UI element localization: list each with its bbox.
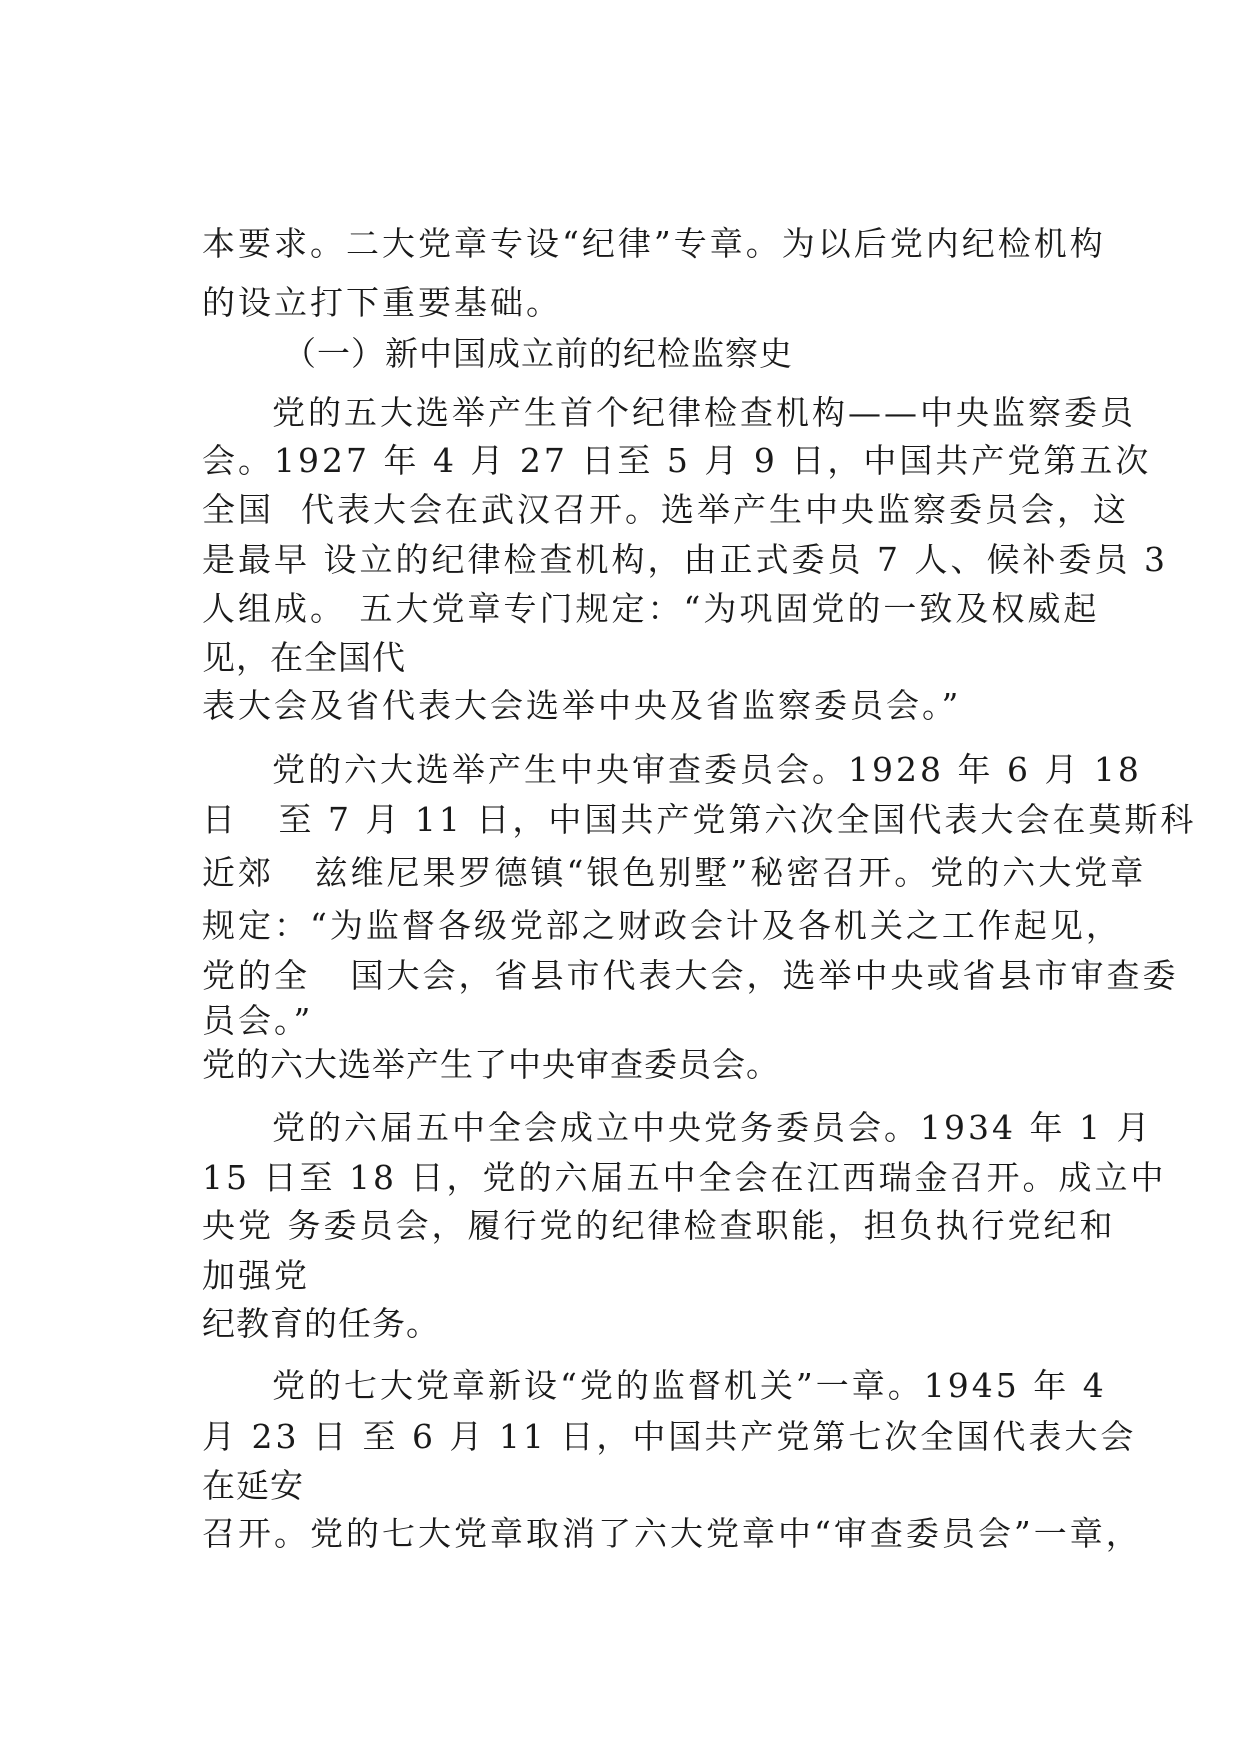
- text-line: 党的七大党章新设“党的监督机关”一章。1945 年 4: [272, 1366, 1107, 1405]
- text-line: 15 日至 18 日，党的六届五中全会在江西瑞金召开。成立中: [202, 1158, 1167, 1197]
- section-heading: （一）新中国成立前的纪检监察史: [283, 334, 793, 373]
- text-line: 党的五大选举产生首个纪律检查机构——中央监察委员: [272, 393, 1136, 432]
- text-line: 党的六大选举产生中央审查委员会。1928 年 6 月 18: [272, 750, 1142, 789]
- text-line: 表大会及省代表大会选举中央及省监察委员会。”: [202, 686, 962, 725]
- text-line: 央党 务委员会，履行党的纪律检查职能，担负执行党纪和: [202, 1206, 1116, 1245]
- text-line: 本要求。二大党章专设“纪律”专章。为以后党内纪检机构: [202, 224, 1106, 263]
- text-line: 人组成。 五大党章专门规定：“为巩固党的一致及权威起: [202, 589, 1100, 628]
- text-line: 规定：“为监督各级党部之财政会计及各机关之工作起见，: [202, 906, 1122, 945]
- text-line: 党的六大选举产生了中央审查委员会。: [202, 1045, 780, 1084]
- text-line: 在延安: [202, 1466, 304, 1505]
- text-line: 召开。党的七大党章取消了六大党章中“审查委员会”一章，: [202, 1514, 1142, 1553]
- text-line: 的设立打下重要基础。: [202, 283, 562, 322]
- text-line: 党的六届五中全会成立中央党务委员会。1934 年 1 月: [272, 1108, 1153, 1147]
- text-line: 日 至 7 月 11 日，中国共产党第六次全国代表大会在莫斯科: [202, 800, 1197, 839]
- text-line: 员会。”: [202, 1001, 314, 1040]
- text-line: 党的全 国大会，省县市代表大会，选举中央或省县市审查委: [202, 956, 1179, 995]
- text-line: 是最早 设立的纪律检查机构，由正式委员 7 人、候补委员 3: [202, 540, 1168, 579]
- text-line: 见，在全国代: [202, 638, 406, 677]
- text-line: 会。1927 年 4 月 27 日至 5 月 9 日，中国共产党第五次: [202, 441, 1152, 480]
- text-line: 全国 代表大会在武汉召开。选举产生中央监察委员会，这: [202, 490, 1129, 529]
- text-line: 纪教育的任务。: [202, 1304, 440, 1343]
- text-line: 月 23 日 至 6 月 11 日，中国共产党第七次全国代表大会: [202, 1417, 1137, 1456]
- text-line: 加强党: [202, 1256, 310, 1295]
- text-line: 近郊 兹维尼果罗德镇“银色别墅”秘密召开。党的六大党章: [202, 853, 1147, 892]
